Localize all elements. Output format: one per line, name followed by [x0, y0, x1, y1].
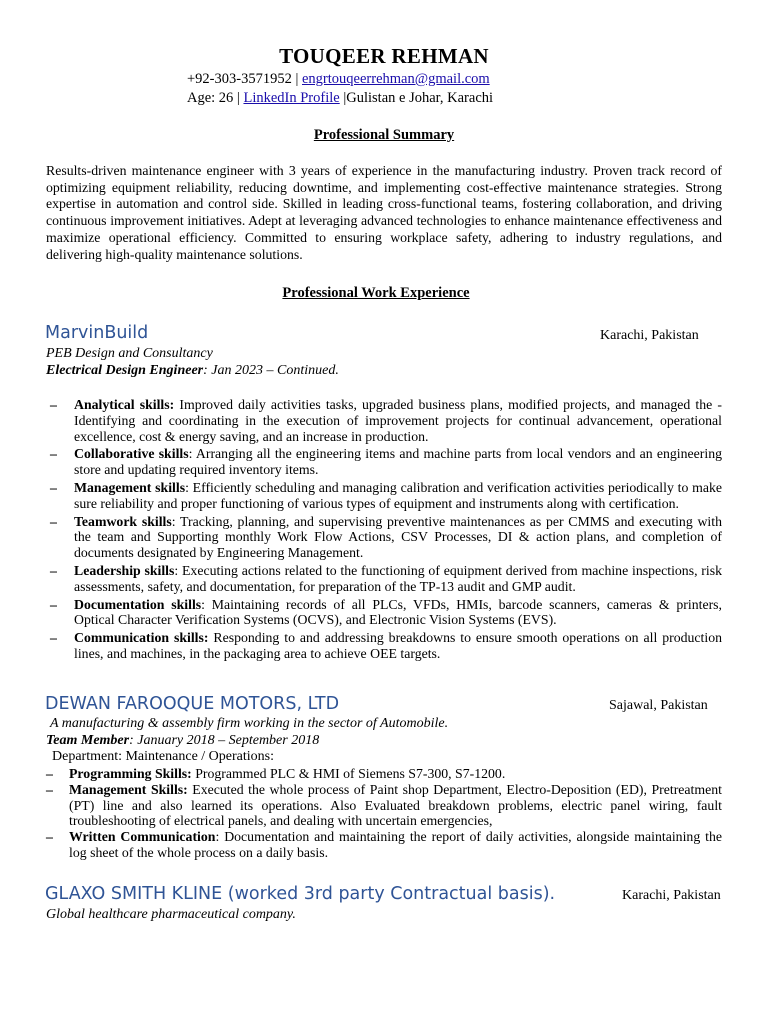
list-item — [50, 479, 722, 512]
summary-heading: Professional Summary — [313, 127, 455, 143]
job-3-location: Karachi, Pakistan — [622, 888, 721, 903]
bullet-text: : Efficiently scheduling and managing calibration and verification activities periodically to make sure reliability and proper functioning of various types of equipment and instruments along with certification. — [74, 479, 722, 511]
bullet-dash: – — [46, 766, 53, 781]
bullet-dash: – — [50, 513, 57, 529]
bullet-label: Leadership skills — [74, 562, 175, 578]
job-2-company: DEWAN FAROOQUE MOTORS, LTD — [45, 694, 340, 714]
bullet-text: Responding to and addressing breakdowns to ensure smooth operations on all production lines, and machines, in the packaging area to achieve OEE targets. — [74, 630, 722, 661]
list-item — [50, 562, 722, 595]
job-1-description: PEB Design and Consultancy — [46, 346, 213, 361]
bullet-label: Teamwork skills — [74, 513, 172, 529]
bullet-text: Improved daily activities tasks, upgraded business plans, modified projects, and managed the -Identifying and coordinating in the execution of improvement projects for continual advancement, operational excellence, cost & energy saving, and an increase in production. — [74, 397, 722, 444]
summary-text: Results-driven maintenance engineer with 3 years of experience in the manufacturing industry. Proven track record of optimizing equipment reliability, reducing downtime, and implementing cost-effective maintenance strategies. Strong expertise in automation and control side. Skilled in leading cross-functional teams, fostering collaboration, and driving continuous improvement initiatives. Adept at leveraging advanced technologies to enhance maintenance effectiveness and maximize operational efficiency. Committed to ensuring workplace safety, adhering to industry regulations, and delivering high-quality maintenance solutions. — [46, 163, 722, 262]
bullet-label: Written Communication — [69, 829, 216, 845]
list-item — [46, 766, 722, 782]
location-text: |Gulistan e Johar, Karachi — [343, 90, 494, 106]
job-1-company: MarvinBuild — [45, 323, 149, 343]
linkedin-link[interactable]: LinkedIn Profile — [243, 90, 340, 106]
bullet-text: Executed the whole process of Paint shop Department, Electro-Deposition (ED), Pretreatment (PT) line and also learned its operations. Also Evaluated breakdown problems, electric panel wiring, fault troubleshooting of electrical panels, and dealing with uncertain emergencies, — [69, 781, 722, 829]
job-1-location: Karachi, Pakistan — [600, 328, 699, 343]
department-value: : Maintenance / Operations: — [118, 749, 274, 764]
bullet-label: Collaborative skills — [74, 446, 189, 462]
experience-heading: Professional Work Experience — [282, 285, 470, 301]
job-3-company: GLAXO SMITH KLINE (worked 3rd party Contractual basis). — [45, 884, 556, 904]
bullet-text: Programmed PLC & HMI of Siemens S7-300, S7-1200. — [191, 766, 506, 781]
job-3-description: Global healthcare pharmaceutical company. — [46, 907, 296, 922]
job-1-bullets — [50, 397, 722, 662]
bullet-text: : Arranging all the engineering items and machine parts from local vendors and an engineering store and updating required inventory items. — [74, 446, 722, 478]
bullet-text: : Tracking, planning, and supervising preventive maintenances as per CMMS and executing with the team and Supporting monthly Work Flow Actions, CSV Processes, DI & action plans, and completion of documents designated by Engineering Management. — [74, 513, 722, 561]
department-label: Department — [52, 749, 119, 764]
contact-line-2 — [187, 90, 493, 107]
list-item — [46, 829, 722, 861]
list-item — [50, 446, 722, 478]
bullet-dash: – — [50, 596, 57, 612]
bullet-text: : Executing actions related to the functioning of equipment derived from machine inspections, risk assessments, safety, and documentation, for preparation of the TP-13 audit and GMP audit. — [74, 562, 722, 594]
list-item — [50, 513, 722, 561]
candidate-name: TOUQEER REHMAN — [279, 44, 489, 68]
job-2-bullets — [46, 766, 722, 861]
bullet-label: Documentation skills — [74, 596, 202, 612]
bullet-dash: – — [50, 479, 57, 495]
job-2-period: : January 2018 – September 2018 — [129, 733, 320, 748]
job-2-role-line — [46, 733, 319, 749]
contact-line-1 — [187, 71, 490, 88]
bullet-dash: – — [50, 446, 57, 462]
bullet-text: : Maintaining records of all PLCs, VFDs, HMIs, barcode scanners, cameras & printers, Optical Character Verification Systems (OCVS), and Electronic Vision Systems (EVS). — [74, 596, 722, 628]
email-link[interactable]: engrtouqeerrehman@gmail.com — [302, 71, 490, 87]
bullet-label: Management skills — [74, 479, 186, 495]
bullet-dash: – — [50, 397, 57, 412]
bullet-dash: – — [50, 562, 57, 578]
list-item — [46, 781, 722, 829]
bullet-dash: – — [46, 829, 53, 845]
age-text: Age: 26 | — [187, 90, 240, 106]
job-2-department — [52, 749, 274, 765]
bullet-text: : Documentation and maintaining the report of daily activities, alongside maintaining the log sheet of the whole process on a daily basis. — [69, 829, 722, 860]
job-2-role: Team Member — [46, 733, 130, 748]
bullet-label: Communication skills: — [74, 630, 209, 646]
list-item — [50, 630, 722, 662]
bullet-label: Analytical skills: — [74, 397, 175, 412]
job-1-role: Electrical Design Engineer — [46, 363, 204, 378]
bullet-dash: – — [46, 781, 53, 797]
job-2-description: A manufacturing & assembly firm working in the sector of Automobile. — [50, 716, 449, 731]
bullet-label: Management Skills: — [69, 781, 188, 797]
job-1-role-line — [46, 363, 339, 379]
list-item — [50, 596, 722, 629]
list-item — [50, 397, 722, 444]
bullet-label: Programming Skills: — [69, 766, 192, 781]
phone-number: +92-303-3571952 | — [187, 71, 299, 87]
job-1-period: : Jan 2023 – Continued. — [203, 363, 339, 378]
bullet-dash: – — [50, 630, 57, 646]
job-2-location: Sajawal, Pakistan — [609, 698, 708, 713]
